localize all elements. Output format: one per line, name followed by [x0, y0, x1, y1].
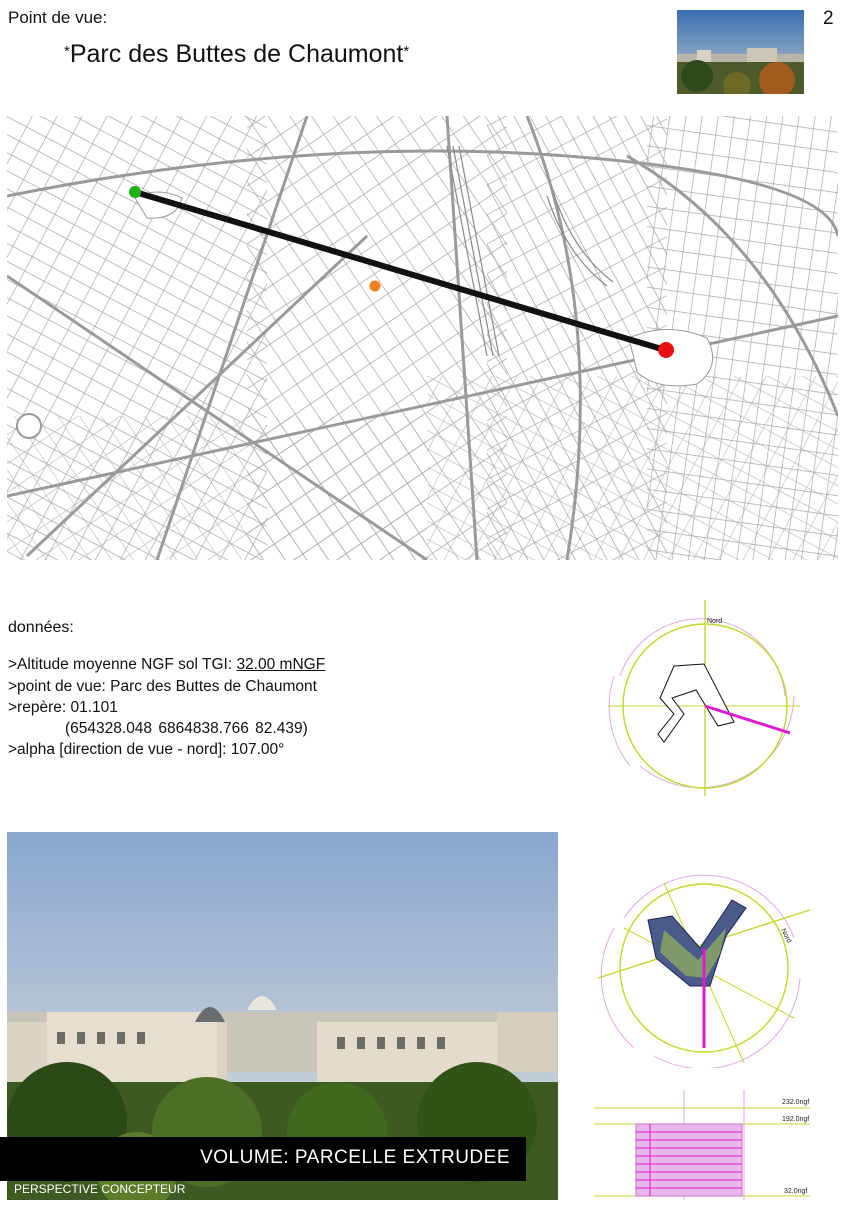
street-map: [7, 116, 838, 560]
compass-diagram-top: [600, 596, 810, 796]
volume-banner: [0, 1137, 526, 1181]
section-level-ground: 32.0ngf: [784, 1188, 808, 1195]
volume-banner-label: VOLUME: PARCELLE EXTRUDEE: [200, 1147, 510, 1168]
title-star-right: *: [403, 43, 410, 60]
coordinates-line: (654328.048 6864838.766 82.439): [65, 720, 308, 737]
header-label: Point de vue:: [8, 8, 108, 27]
map-marker-target: [658, 342, 674, 358]
page-number: 2: [823, 8, 834, 29]
viewpoint-line: >point de vue: Parc des Buttes de Chaumont: [8, 678, 317, 695]
repere-line: >repère: 01.101: [8, 699, 118, 716]
altitude-value: 32.00 mNGF: [236, 656, 326, 673]
photo-caption: PERSPECTIVE CONCEPTEUR: [14, 1182, 186, 1196]
north-label-top: Nord: [707, 618, 723, 625]
alpha-line: >alpha [direction de vue - nord]: 107.00°: [8, 741, 285, 758]
thumbnail-photo: [677, 10, 804, 94]
north-label-bottom: Nord: [779, 927, 793, 945]
title-star-left: *: [64, 43, 70, 60]
altitude-line: [8, 656, 325, 674]
page-title: [64, 40, 409, 69]
section-diagram: [594, 1090, 814, 1200]
page-title-text: Parc des Buttes de Chaumont: [69, 40, 404, 68]
section-level-mid: 192.0ngf: [782, 1116, 810, 1123]
data-heading: données:: [8, 619, 74, 636]
section-level-top: 232.0ngf: [782, 1099, 810, 1106]
compass-diagram-bottom: [594, 868, 814, 1068]
map-marker-viewpoint: [129, 186, 141, 198]
map-marker-intermediate: [370, 281, 381, 292]
altitude-prefix: >Altitude moyenne NGF sol TGI:: [8, 656, 237, 673]
